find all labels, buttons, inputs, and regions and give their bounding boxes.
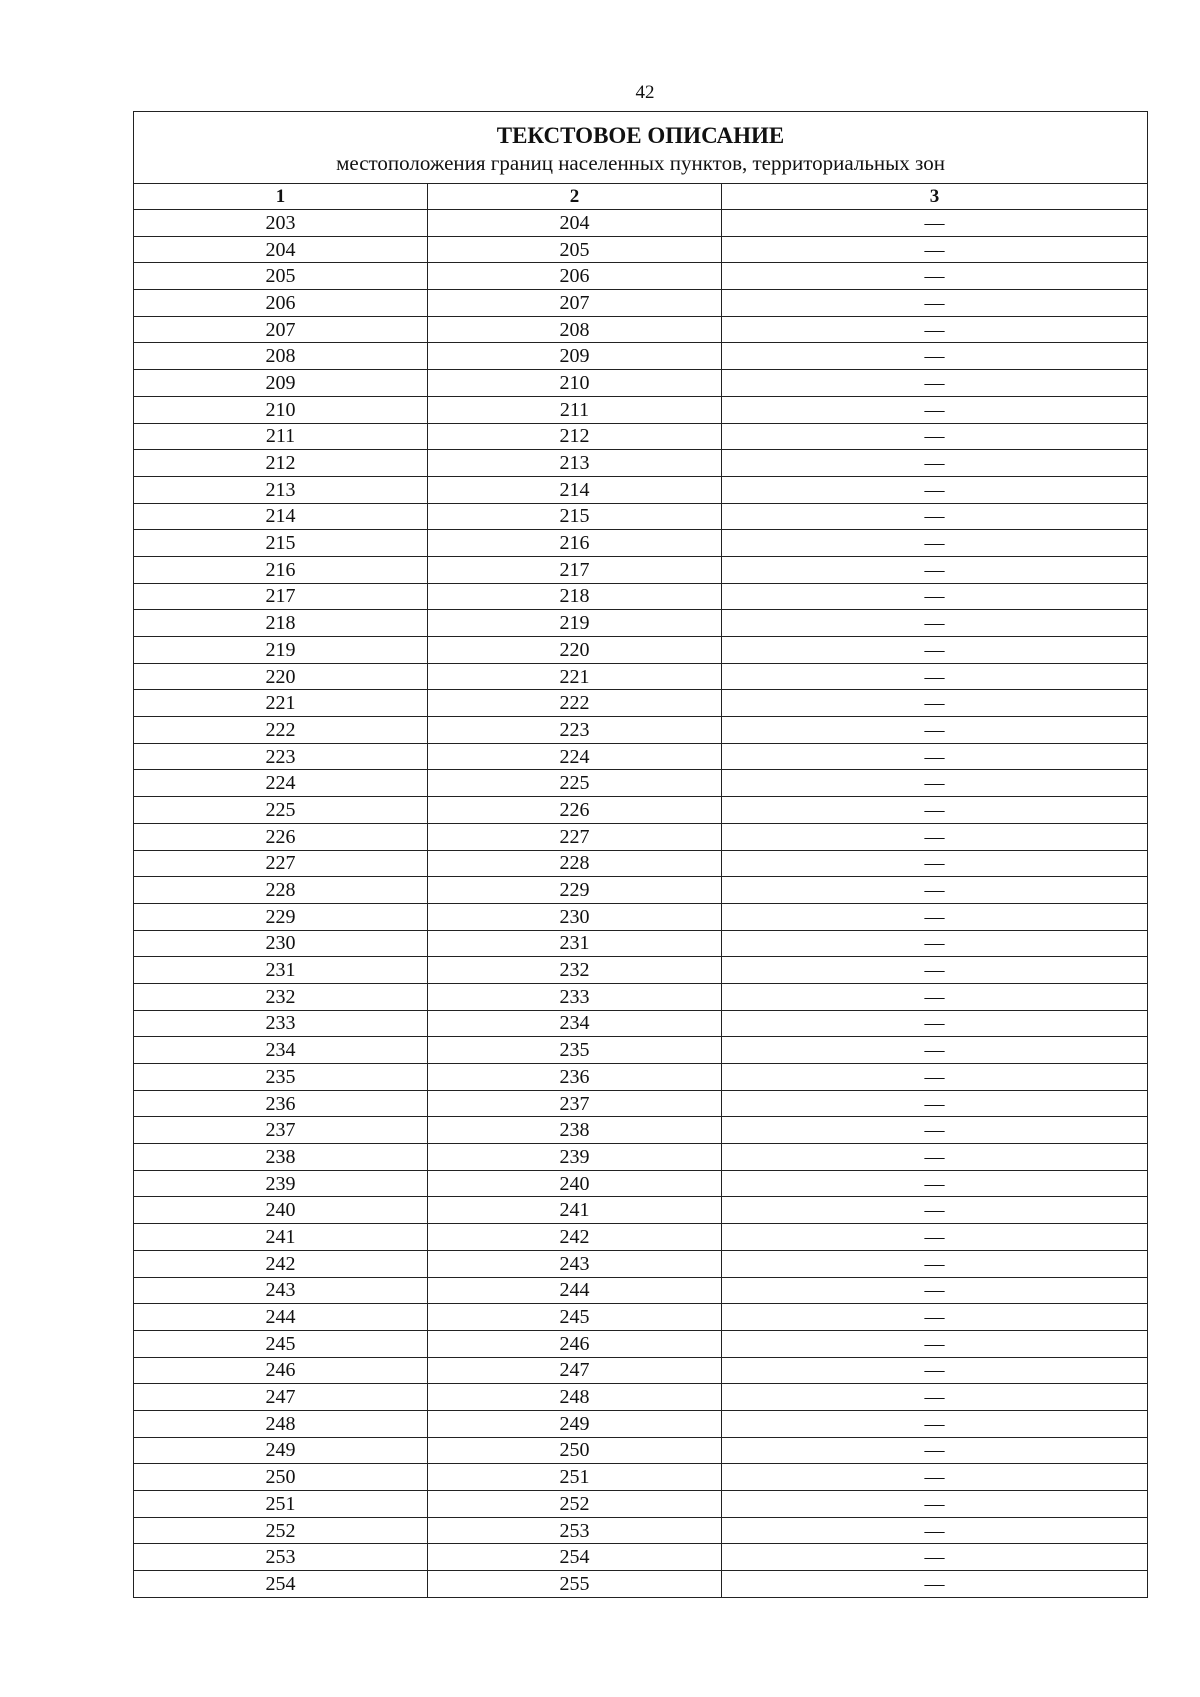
point-number-cell: 229 (134, 903, 428, 930)
point-number-cell: 254 (428, 1544, 722, 1571)
table-row (134, 1224, 1148, 1251)
dash-cell: — (722, 1571, 1148, 1598)
point-number-cell: 235 (428, 1037, 722, 1064)
point-number-cell: 254 (134, 1571, 428, 1598)
table-row (134, 1010, 1148, 1037)
table-row (134, 717, 1148, 744)
dash-cell: — (722, 877, 1148, 904)
point-number-cell: 215 (428, 503, 722, 530)
table-row (134, 930, 1148, 957)
table-row (134, 423, 1148, 450)
point-number-cell: 221 (428, 663, 722, 690)
point-number-cell: 240 (134, 1197, 428, 1224)
point-number-cell: 225 (428, 770, 722, 797)
dash-cell: — (722, 957, 1148, 984)
dash-cell: — (722, 1197, 1148, 1224)
table-row (134, 877, 1148, 904)
point-number-cell: 244 (428, 1277, 722, 1304)
point-number-cell: 224 (428, 743, 722, 770)
point-number-cell: 231 (134, 957, 428, 984)
table-row (134, 1571, 1148, 1598)
point-number-cell: 248 (134, 1410, 428, 1437)
table-row (134, 476, 1148, 503)
point-number-cell: 220 (134, 663, 428, 690)
dash-cell: — (722, 1170, 1148, 1197)
dash-cell: — (722, 690, 1148, 717)
dash-cell: — (722, 236, 1148, 263)
point-number-cell: 242 (134, 1250, 428, 1277)
table-row (134, 1304, 1148, 1331)
dash-cell: — (722, 850, 1148, 877)
table-row (134, 290, 1148, 317)
point-number-cell: 244 (134, 1304, 428, 1331)
dash-cell: — (722, 1384, 1148, 1411)
point-number-cell: 243 (428, 1250, 722, 1277)
boundary-description-table (133, 111, 1148, 1598)
point-number-cell: 238 (134, 1144, 428, 1171)
table-row (134, 556, 1148, 583)
point-number-cell: 214 (134, 503, 428, 530)
point-number-cell: 222 (134, 717, 428, 744)
point-number-cell: 212 (134, 450, 428, 477)
table-row (134, 1517, 1148, 1544)
table-row (134, 1357, 1148, 1384)
point-number-cell: 227 (134, 850, 428, 877)
point-number-cell: 215 (134, 530, 428, 557)
dash-cell: — (722, 770, 1148, 797)
point-number-cell: 216 (134, 556, 428, 583)
dash-cell: — (722, 1491, 1148, 1518)
point-number-cell: 251 (134, 1491, 428, 1518)
table-row (134, 236, 1148, 263)
point-number-cell: 204 (134, 236, 428, 263)
point-number-cell: 208 (428, 316, 722, 343)
point-number-cell: 218 (134, 610, 428, 637)
dash-cell: — (722, 396, 1148, 423)
table-row (134, 850, 1148, 877)
point-number-cell: 228 (134, 877, 428, 904)
table-row (134, 690, 1148, 717)
point-number-cell: 206 (428, 263, 722, 290)
point-number-cell: 232 (428, 957, 722, 984)
dash-cell: — (722, 1410, 1148, 1437)
table-row (134, 396, 1148, 423)
dash-cell: — (722, 1544, 1148, 1571)
table-title-row (134, 112, 1148, 184)
table-row (134, 957, 1148, 984)
dash-cell: — (722, 903, 1148, 930)
point-number-cell: 243 (134, 1277, 428, 1304)
dash-cell: — (722, 290, 1148, 317)
table-row (134, 1277, 1148, 1304)
table-row (134, 1064, 1148, 1091)
point-number-cell: 253 (134, 1544, 428, 1571)
point-number-cell: 217 (428, 556, 722, 583)
dash-cell: — (722, 637, 1148, 664)
dash-cell: — (722, 1144, 1148, 1171)
point-number-cell: 222 (428, 690, 722, 717)
table-row (134, 530, 1148, 557)
table-row (134, 210, 1148, 237)
point-number-cell: 204 (428, 210, 722, 237)
table-row (134, 263, 1148, 290)
dash-cell: — (722, 930, 1148, 957)
point-number-cell: 214 (428, 476, 722, 503)
table-row (134, 1491, 1148, 1518)
table-row (134, 903, 1148, 930)
table-row (134, 343, 1148, 370)
point-number-cell: 207 (134, 316, 428, 343)
point-number-cell: 250 (134, 1464, 428, 1491)
dash-cell: — (722, 663, 1148, 690)
column-header-1: 1 (134, 184, 428, 210)
point-number-cell: 242 (428, 1224, 722, 1251)
point-number-cell: 239 (134, 1170, 428, 1197)
dash-cell: — (722, 1304, 1148, 1331)
table-row (134, 1437, 1148, 1464)
point-number-cell: 221 (134, 690, 428, 717)
point-number-cell: 218 (428, 583, 722, 610)
dash-cell: — (722, 343, 1148, 370)
dash-cell: — (722, 423, 1148, 450)
point-number-cell: 211 (134, 423, 428, 450)
point-number-cell: 252 (428, 1491, 722, 1518)
point-number-cell: 230 (134, 930, 428, 957)
point-number-cell: 237 (134, 1117, 428, 1144)
dash-cell: — (722, 1010, 1148, 1037)
dash-cell: — (722, 823, 1148, 850)
point-number-cell: 240 (428, 1170, 722, 1197)
point-number-cell: 234 (428, 1010, 722, 1037)
point-number-cell: 229 (428, 877, 722, 904)
dash-cell: — (722, 370, 1148, 397)
point-number-cell: 211 (428, 396, 722, 423)
point-number-cell: 209 (134, 370, 428, 397)
dash-cell: — (722, 316, 1148, 343)
table-row (134, 1250, 1148, 1277)
point-number-cell: 251 (428, 1464, 722, 1491)
point-number-cell: 217 (134, 583, 428, 610)
point-number-cell: 236 (134, 1090, 428, 1117)
point-number-cell: 207 (428, 290, 722, 317)
dash-cell: — (722, 1064, 1148, 1091)
table-row (134, 1037, 1148, 1064)
point-number-cell: 245 (134, 1330, 428, 1357)
point-number-cell: 239 (428, 1144, 722, 1171)
point-number-cell: 246 (134, 1357, 428, 1384)
point-number-cell: 241 (428, 1197, 722, 1224)
point-number-cell: 248 (428, 1384, 722, 1411)
dash-cell: — (722, 1277, 1148, 1304)
column-header-3: 3 (722, 184, 1148, 210)
point-number-cell: 213 (134, 476, 428, 503)
point-number-cell: 234 (134, 1037, 428, 1064)
dash-cell: — (722, 583, 1148, 610)
dash-cell: — (722, 1330, 1148, 1357)
dash-cell: — (722, 476, 1148, 503)
document-title: ТЕКСТОВОЕ ОПИСАНИЕ (496, 122, 785, 148)
point-number-cell: 230 (428, 903, 722, 930)
page-number: 42 (635, 82, 655, 103)
table-row (134, 797, 1148, 824)
point-number-cell: 208 (134, 343, 428, 370)
point-number-cell: 250 (428, 1437, 722, 1464)
point-number-cell: 255 (428, 1571, 722, 1598)
point-number-cell: 238 (428, 1117, 722, 1144)
dash-cell: — (722, 1357, 1148, 1384)
table-row (134, 1090, 1148, 1117)
point-number-cell: 203 (134, 210, 428, 237)
dash-cell: — (722, 503, 1148, 530)
table-row (134, 1170, 1148, 1197)
point-number-cell: 228 (428, 850, 722, 877)
point-number-cell: 223 (428, 717, 722, 744)
dash-cell: — (722, 210, 1148, 237)
table-row (134, 770, 1148, 797)
table-row (134, 823, 1148, 850)
table-row (134, 610, 1148, 637)
point-number-cell: 210 (134, 396, 428, 423)
dash-cell: — (722, 717, 1148, 744)
table-row (134, 1464, 1148, 1491)
point-number-cell: 205 (134, 263, 428, 290)
point-number-cell: 206 (134, 290, 428, 317)
point-number-cell: 249 (134, 1437, 428, 1464)
point-number-cell: 231 (428, 930, 722, 957)
dash-cell: — (722, 450, 1148, 477)
point-number-cell: 224 (134, 770, 428, 797)
point-number-cell: 205 (428, 236, 722, 263)
point-number-cell: 233 (428, 983, 722, 1010)
point-number-cell: 227 (428, 823, 722, 850)
table-row (134, 1330, 1148, 1357)
dash-cell: — (722, 1224, 1148, 1251)
dash-cell: — (722, 610, 1148, 637)
document-subtitle: местоположения границ населенных пунктов, территориальных зон (336, 150, 945, 175)
table-row (134, 1384, 1148, 1411)
column-header-2: 2 (428, 184, 722, 210)
point-number-cell: 246 (428, 1330, 722, 1357)
dash-cell: — (722, 263, 1148, 290)
point-number-cell: 226 (134, 823, 428, 850)
point-number-cell: 235 (134, 1064, 428, 1091)
table-row (134, 743, 1148, 770)
point-number-cell: 226 (428, 797, 722, 824)
point-number-cell: 237 (428, 1090, 722, 1117)
table-row (134, 983, 1148, 1010)
dash-cell: — (722, 530, 1148, 557)
table-row (134, 637, 1148, 664)
point-number-cell: 220 (428, 637, 722, 664)
table-row (134, 1544, 1148, 1571)
table-row (134, 1197, 1148, 1224)
point-number-cell: 210 (428, 370, 722, 397)
point-number-cell: 213 (428, 450, 722, 477)
table-row (134, 1144, 1148, 1171)
point-number-cell: 253 (428, 1517, 722, 1544)
dash-cell: — (722, 743, 1148, 770)
table-row (134, 1117, 1148, 1144)
dash-cell: — (722, 1517, 1148, 1544)
point-number-cell: 233 (134, 1010, 428, 1037)
table-row (134, 316, 1148, 343)
table-body (134, 210, 1148, 1598)
point-number-cell: 247 (428, 1357, 722, 1384)
point-number-cell: 249 (428, 1410, 722, 1437)
point-number-cell: 252 (134, 1517, 428, 1544)
point-number-cell: 232 (134, 983, 428, 1010)
table-title-cell (134, 112, 1148, 184)
point-number-cell: 216 (428, 530, 722, 557)
table-row (134, 583, 1148, 610)
dash-cell: — (722, 1117, 1148, 1144)
table-row (134, 1410, 1148, 1437)
point-number-cell: 241 (134, 1224, 428, 1251)
table-row (134, 503, 1148, 530)
point-number-cell: 209 (428, 343, 722, 370)
dash-cell: — (722, 1250, 1148, 1277)
dash-cell: — (722, 1437, 1148, 1464)
point-number-cell: 223 (134, 743, 428, 770)
dash-cell: — (722, 1037, 1148, 1064)
table-row (134, 370, 1148, 397)
point-number-cell: 219 (428, 610, 722, 637)
table-row (134, 663, 1148, 690)
dash-cell: — (722, 556, 1148, 583)
point-number-cell: 245 (428, 1304, 722, 1331)
dash-cell: — (722, 1090, 1148, 1117)
table-row (134, 450, 1148, 477)
dash-cell: — (722, 797, 1148, 824)
column-header-row (134, 184, 1148, 210)
point-number-cell: 219 (134, 637, 428, 664)
point-number-cell: 236 (428, 1064, 722, 1091)
dash-cell: — (722, 983, 1148, 1010)
point-number-cell: 247 (134, 1384, 428, 1411)
dash-cell: — (722, 1464, 1148, 1491)
point-number-cell: 212 (428, 423, 722, 450)
point-number-cell: 225 (134, 797, 428, 824)
